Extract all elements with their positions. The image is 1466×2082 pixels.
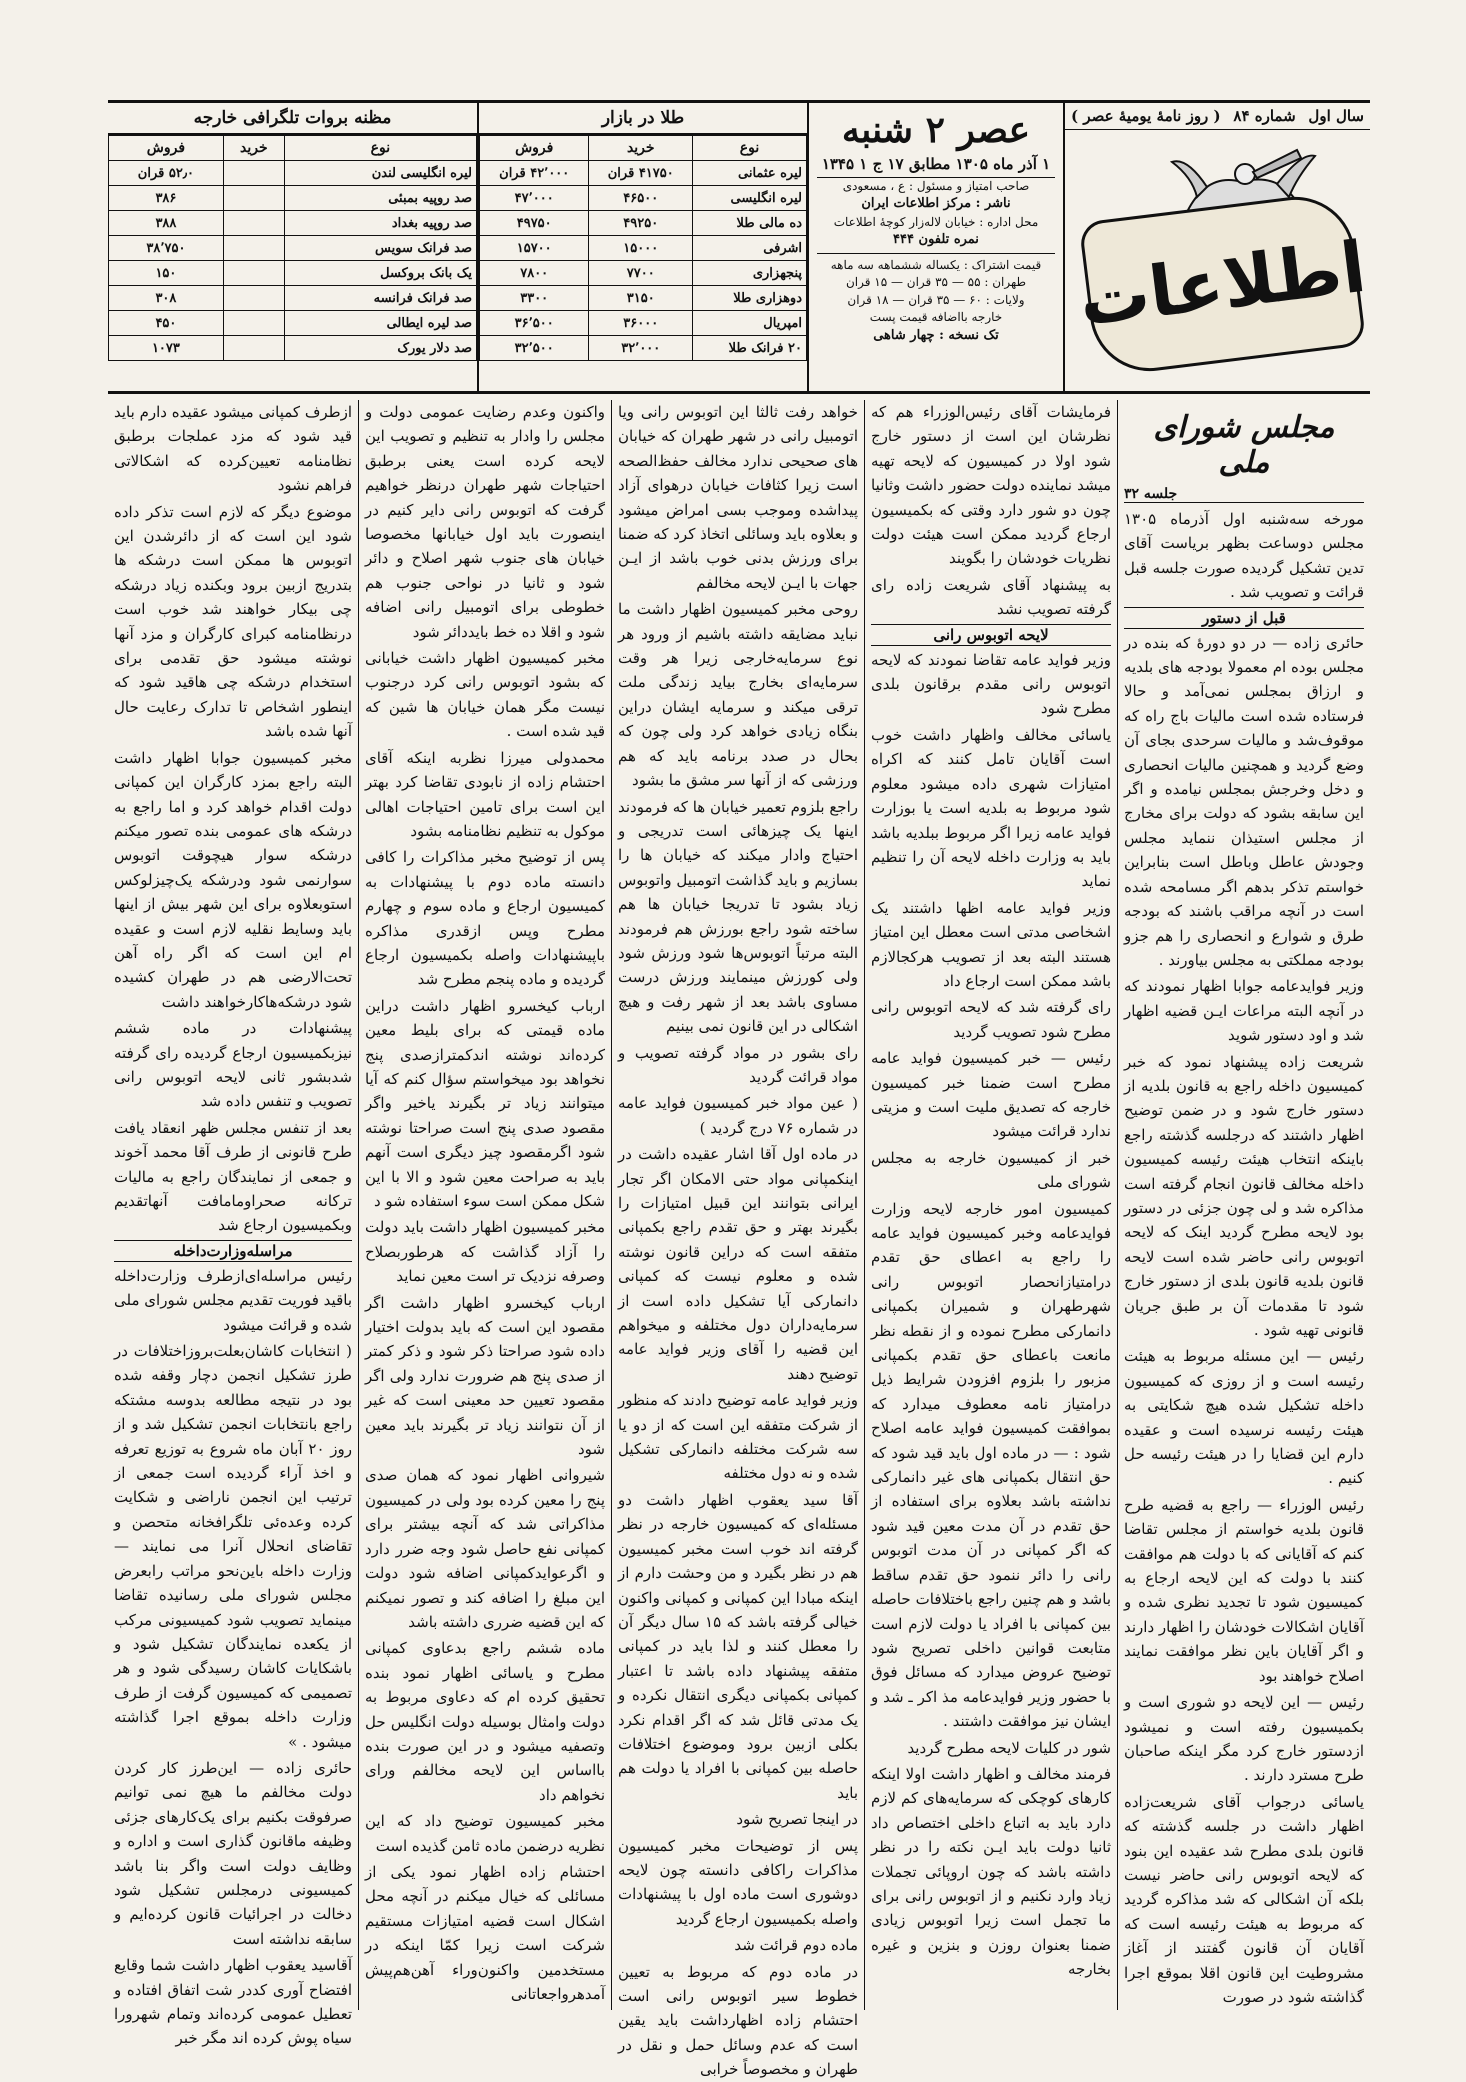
paragraph: در ماده اول آقا اشار عقیده داشت در اینکمپانی مواد حتی الامکان اگر تجار ایرانی بتوانند این قبیل امتیازات را بگیرند بهتر و حق تقدم راجع بکمپانی متفقه است که دراین قانون نوشته شده و معلوم نیست که کمپانی دانمارکی آیا تشکیل داده است از سرمایه‌داران دول مختلفه و میخواهم این قضیه را آقای وزیر فواید عامه توضیح دهند — [618, 1145, 858, 1383]
paragraph: فرمند مخالف و اظهار داشت اولا اینکه کارهای کوچکی که سرمایه‌های کم لازم دارد باید به اتباع داخلی اختصاص داد ثانیا دولت باید ایـن نکته را در نظر داشته باشد که چون اروپائی تجملات زیاد وارد نکنیم و از اتوبوس رانی برای ما تجمل است زیرا اتوبوس زیادی ضمنا بعنوان روزن و بنزین و غیره بخارجه — [871, 1764, 1111, 1979]
paragraph: وزیر فواید عامه اظها داشتند یک اشخاصی مدتی است معطل این امتیاز هستند البته بعد از تصویب هرکجالازم باشد ممکن است ارجاع داد — [871, 898, 1111, 990]
paragraph: وزیر فواید عامه توضیح دادند که منظور از شرکت متفقه این است که از دو یا سه شرکت مختلفه دانمارکی تشکیل شده و نه دول مختلفه — [618, 1391, 858, 1483]
table-cell: ۴۶۵۰۰ — [589, 186, 693, 211]
table-cell: ۳۶٬۵۰۰ — [480, 311, 589, 336]
gold-prices-table — [479, 135, 807, 361]
exchange-rates-box — [108, 103, 477, 391]
table-cell — [223, 236, 284, 261]
table-cell: صد دلار یورک — [284, 336, 476, 361]
table-row — [109, 336, 477, 361]
paragraph: مخبر کمیسیون توضیح داد که این نظریه درضمن ماده ثامن گذیده است — [365, 1812, 605, 1855]
table-row — [480, 336, 807, 361]
session-number: جلسه ۳۲ — [1124, 486, 1364, 503]
info-line: ناشر : مرکز اطلاعات ایران — [861, 195, 1011, 211]
paragraph: ( انتخابات کاشان‌بعلت‌بروز‌اختلافات در طرز تشکیل انجمن دچار وقفه شده بود در نتیجه مطالعه بدوسه مشتکه راجع بانتخابات انجمن تشکیل شد و از روز ۲۰ آبان ماه شروع به توزیع تعرفه و اخذ آراء گردیده است جمعی از ترتیب این انجمن ناراضی و شکایت کرده وعده‌ئی تلگرافخانه متحصن و تقاضای انحلال آنرا می نمایند — وزارت داخله باین‌نحو مراتب رابعرض مجلس شورای ملی رسانیده تقاضا مینماید تصویب شود کمیسیونی مرکب از یکعده نمایندگان تشکیل شود و باشکایات کاشان رسیدگی شود و هر تصمیمی که کمیسیون گرفت از طرف وزارت داخله بموقع اجرا گذاشته میشود . » — [114, 1342, 352, 1751]
paragraph: ماده دوم قرائت شد — [734, 1936, 858, 1955]
paragraph: مورخه سه‌شنبه اول آذرماه ۱۳۰۵ مجلس دوساعت بظهر بریاست آقای تدین تشکیل گردیده صورت جلسه قبل قرائت و تصویب شد . — [1124, 510, 1364, 602]
paragraph: یاسائی درجواب آقای شریعت‌زاده اظهار داشت در جلسه گذشته که قانون بلدی مطرح شد عقیده این بنود که لایحه اتوبوس رانی حاضر نیست بلکه آن اشکالی که شد مذاکره گردید که مربوط به هیئت رئیسه است که آقایان آن قانون گفتند از آغاز مشروطیت این قانون اقلا بموقع اجرا گذاشته شود در صورت — [1124, 1792, 1364, 2006]
table-cell: ۱۵۷۰۰ — [480, 236, 589, 261]
info-line: نمره تلفون ۴۴۴ — [893, 232, 979, 248]
table-cell: یک بانک بروکسل — [284, 261, 476, 286]
table-cell: لیره انگلیسی — [693, 186, 807, 211]
paragraph: رئیس الوزراء — راجع به قضیه طرح قانون بلدیه خواستم از مجلس تقاضا کنم که آقایانی که با دولت هم موافقت کنند با دولت که این لایحه ارجاع به کمیسیون شود تا تجدید نظری شده و آقایان اشکالات خودشان را اظهار دارند و اگر آقایان باین نظر موافقت نمایند اصلاح خواهند بود — [1123, 1495, 1364, 1685]
table-cell: ۷۸۰۰ — [480, 261, 589, 286]
table-row — [109, 236, 477, 261]
paragraph: پیشنهادات در ماده ششم نیزبکمیسیون ارجاع گردیده رای گرفته شدبشور ثانی لایحه اتوبوس رانی تصویب و تنفس داده شد — [114, 1019, 352, 1111]
column-5 — [108, 400, 358, 2048]
table-row — [480, 261, 807, 286]
paragraph: وزیر فواید عامه تقاضا نمودند که لایحه اتوبوس رانی مقدم برقانون بلدی مطرح شود — [871, 650, 1111, 718]
column-4 — [359, 400, 611, 2010]
table-row — [109, 286, 477, 311]
table-cell: پنجهزاری — [693, 261, 807, 286]
info-line: صاحب امتیاز و مسئول : ع ، مسعودی — [842, 178, 1030, 193]
table-cell: لیره انگلیسی لندن — [284, 161, 476, 186]
table-cell: لیره عثمانی — [693, 161, 807, 186]
table-row — [480, 211, 807, 236]
paragraph: خبر از کمیسیون خارجه به مجلس شورای ملی — [871, 1148, 1111, 1192]
table-cell: ۷۷۰۰ — [589, 261, 693, 286]
header — [108, 100, 1370, 394]
paragraph: ارباب کیخسرو اظهار داشت دراین ماده قیمتی که برای بلیط معین کرده‌اند نوشته اندکمترازصدی پنج نخواهد بود میخواستم سؤال کنم که آیا میتوانند زیاد تر بگیرند یاخیر واگر مقصود صدی پنج است صراحتا نوشته شود اگرمقصود چیز دیگری است آنهم باید به صراحت معین شود و الا با این شکل ممکن است سوء استفاده شو د — [365, 996, 605, 1210]
gold-prices-title: طلا در بازار — [479, 103, 807, 135]
column-header: نوع — [693, 136, 807, 161]
column-2 — [865, 400, 1117, 2010]
gold-prices-box — [477, 103, 807, 391]
paragraph: فرمایشات آقای رئیس‌الوزراء هم که نظرشان این است از دستور خارج شود اولا در کمیسیون که لایحه تهیه میشد نماینده دولت حضور داشت وثانیا چون دو شور دارد وقتی که بکمیسیون ارجاع گردید ممکن است هیئت دولت نظریات خودشان را بگویند — [871, 403, 1111, 568]
column-header: خرید — [223, 136, 284, 161]
masthead-illustration — [1074, 136, 1371, 356]
paragraph: شور در کلیات لایحه مطرح گردید — [907, 1738, 1111, 1757]
paragraph: در ماده دوم که مربوط به تعیین خطوط سیر اتوبوس رانی است احتشام زاده اظهارداشت باید یقین است که عدم وسائل حمل و نقل در طهران و مخصوصاً خرابی — [618, 1962, 858, 2079]
paragraph: در اینجا تصریح شود — [736, 1810, 858, 1829]
table-cell: ۳۸۶ — [109, 186, 224, 211]
table-cell: صد روپیه بمبئی — [284, 186, 476, 211]
info-line: محل اداره : خیابان لاله‌زار کوچهٔ اطلاعات — [833, 214, 1039, 229]
table-cell — [223, 211, 284, 236]
article-body — [108, 400, 1370, 2079]
table-cell: ۳۱۵۰ — [589, 286, 693, 311]
paragraph: رای بشور در مواد گرفته تصویب و مواد قرائت گردید — [618, 1043, 858, 1086]
column-header: نوع — [284, 136, 476, 161]
table-cell: ۴۹۷۵۰ — [480, 211, 589, 236]
masthead-subtitle: ( روز نامهٔ یومیهٔ عصر ) — [1071, 107, 1221, 125]
table-cell: ۴۷٬۰۰۰ — [480, 186, 589, 211]
info-line: ولایات : ۶۰ — ۳۵ قران — ۱۸ قران — [847, 292, 1025, 307]
paragraph: رئیس مراسله‌ای‌ازطرف وزارت‌داخله باقید فوریت تقدیم مجلس شورای ملی شده و قرائت میشود — [114, 1266, 352, 1334]
paragraph: حائری زاده — این‌طرز کار کردن دولت مخالفم ما هیچ نمی توانیم صرفوقت بکنیم برای یک‌کارهای جزئی وظیفه ماقانون گذاری است و اداره و وظایف دولت است واگر بنا باشد کمیسیونی درمجلس تشکیل شود دخالت در اجرائیات قانون کرده‌ایم و سابقه نداشته است — [114, 1758, 352, 1948]
table-row — [109, 261, 477, 286]
paragraph: ماده ششم راجع بدعاوی کمپانی مطرح و یاسائی اظهار نمود بنده تحقیق کرده ام که دعاوی مربوط به دولت وامثال بوسیله دولت انگلیس حل وتصفیه میشود و در این صورت بنده بااساس این لایحه مخالفم ورای نخواهم داد — [365, 1639, 605, 1804]
paragraph: وزیر فوایدعامه جوابا اظهار نمودند که در آنچه البته مراعات ایـن قضیه اظهار شد و اود دستور شوید — [1124, 977, 1364, 1045]
table-cell — [223, 261, 284, 286]
paragraph: مخبر کمیسیون اظهار داشت خیابانی که بشود اتوبوس رانی کرد درجنوب نیست مگر همان خیابان ها شین که قید شده است . — [365, 649, 605, 741]
subheading: قبل از دستور — [1124, 607, 1364, 629]
paragraph: یاسائی مخالف واظهار داشت خوب است آقایان تامل کنند که اکراه امتیازات شهری داده میشود معلوم شود مربوط به بلدیه است یا بوزارت فواید عامه زیرا اگر مربوط ببلدیه باشد باید به وزارت داخله لایحه آن را تنظیم نماید — [871, 725, 1111, 891]
table-row — [480, 286, 807, 311]
table-row — [109, 311, 477, 336]
exchange-rates-table — [108, 135, 477, 361]
paragraph: پس از توضیح مخبر مذاکرات را کافی دانسته ماده دوم با پیشنهادات به کمیسیون ارجاع و ماده سوم و چهارم مطرح وپس ازقدری مذاکره باپیشنهادات واصله بکمیسیون ارجاع گردیده و ماده پنجم مطرح شد — [365, 848, 605, 989]
table-cell — [223, 186, 284, 211]
table-cell: دوهزاری طلا — [693, 286, 807, 311]
subheading: مراسله‌وزارت‌داخله — [114, 1240, 352, 1262]
table-cell: امپریال — [693, 311, 807, 336]
column-header: فروش — [480, 136, 589, 161]
paragraph: به پیشنهاد آقای شریعت زاده رای گرفته تصویب نشد — [871, 575, 1111, 619]
paragraph: رای گرفته شد که لایحه اتوبوس رانی مطرح شود تصویب گردید — [871, 998, 1111, 1041]
paragraph: محمدولی میرزا نظربه اینکه آقای احتشام زاده از نابودی تقاضا کرد بهتر این است برای تامین احتیاجات اهالی موکول به تنظیم نظامنامه بشود — [365, 748, 605, 840]
masthead-topline — [1065, 103, 1370, 130]
paragraph: ارباب کیخسرو اظهار داشت اگر مقصود این است که باید بدولت اختیار داده شود صراحتا ذکر شود و ذکر کمتر از صدی پنج هم ضرورت ندارد ولی اگر مقصود تعیین حد معینی است که غیر از آن نتوانند زیاد تر بگیرند باید معین شود — [365, 1293, 605, 1459]
column-header: خرید — [589, 136, 693, 161]
info-line: قیمت اشتراک : یکساله ششماهه سه ماهه — [830, 258, 1042, 273]
paragraph: ( عین مواد خبر کمیسیون فواید عامه در شماره ۷۶ درج گردید ) — [618, 1094, 858, 1137]
paragraph: شیروانی اظهار نمود که همان صدی پنج را معین کرده بود ولی در کمیسیون مذاکراتی شد که آنچه بیشتر برای کمپانی نفع حاصل شود وجه ضرر دارد و اگرعوایدکمپانی اضافه شود دولت این مبلغ را اضافه کند و تصور نمیکنم که این قضیه ضرری داشته باشد — [365, 1466, 605, 1631]
table-cell — [223, 286, 284, 311]
table-row — [109, 211, 477, 236]
table-cell: ۱۵۰ — [109, 261, 224, 286]
paragraph: موضوع دیگر که لازم است تذکر داده شود این است که از دائرشدن این اتوبوس ها ممکن است درشکه ها بتدریج ازبین برود وبکنده زیاد درشکه چی بیکار خواهند شد خوب است درنظامنامه کبرای کارگران و مزد آنها نوشته میشود حق تقدمی برای استخدام درشکه چی هاقید شود که اینطور اشخاص تا تدارک رعایت حال آنها شده باشد — [114, 502, 352, 741]
paragraph: کمیسیون امور خارجه لایحه وزارت فوایدعامه وخبر کمیسیون فواید عامه را راجع به اعطای حق تقدم درامتیازانحصار اتوبوس رانی شهرطهران و شمیران بکمپانی دانمارکی مطرح نموده و از نقطه نظر مانعت باعطای حق تقدم بکمپانی مزبور را بلزوم افزودن شرایط ذیل درامتیاز نامه معطوف میدارد که بموافقت کمیسیون فواید عامه اصلاح شود : — در ماده اول باید قید شود که حق انتقال بکمپانی های غیر دانمارکی نداشته باشد بعلاوه برای استفاده از حق تقدم در آن مدت معین قید شود که اگر کمپانی در آن مدت اتوبوس رانی را دائر ننمود حق تقدم ساقط باشد و هم چنین راجع باختلافات حاصله بین کمپانی با افراد یا دولت لازم است متابعت قوانین داخلی تصریح شود توضیح عروض میدارد که مسائل فوق با حضور وزیر فوایدعامه مذ اکر ـ شد و ایشان نیز موافقت داشتند . — [871, 1199, 1111, 1731]
table-cell: ۳۸۸ — [109, 211, 224, 236]
exchange-rates-title: مظنه بروات تلگرافی خارجه — [108, 103, 477, 135]
paragraph: آقاسید یعقوب اظهار داشت شما وقایع افتضاح آوری کددر شت اتفاق افتاده و تعطیل عمومی کرده‌اند وتمام شهرورا سیاه پوش کرده اند مگر خبر — [114, 1956, 352, 2048]
paragraph: بعد از تنفس مجلس ظهر انعقاد یافت طرح قانونی از طرف آقا محمد آخوند و جمعی از نمایندگان راجع به مالیات ترکانه صحراومامافت آنهاتقدیم وبکمیسیون ارجاع شد — [114, 1118, 352, 1235]
subheading: لایحه اتوبوس رانی — [871, 624, 1111, 646]
table-cell: ۱۰۷۳ — [109, 336, 224, 361]
table-cell: ۳۲٬۰۰۰ — [589, 336, 693, 361]
paragraph: پس از توضیحات مخبر کمیسیون مذاکرات راکافی دانسته چون لایحه دوشوری است ماده اول با پیشنهادات واصله بکمیسیون ارجاع گردید — [618, 1836, 858, 1928]
paragraph: رئیس — این مسئله مربوط به هیئت رئیسه است و از روزی که کمیسیون داخله تشکیل شده هیچ شکایتی به هیئت رئیسه نرسیده است و عقیده دارم این قضایا را در هیئت رئیسه حل کنیم . — [1124, 1347, 1364, 1488]
table-row — [480, 186, 807, 211]
paragraph: خواهد رفت ثالثا این اتوبوس رانی ویا اتومبیل رانی در شهر طهران که خیابان های صحیحی ندارد مخالف حفظ‌الصحه است زیرا کثافات خیابان درهوای آزاد پیداشده وموجب بسی امراض میشود و بعلاوه باید وسائلی اتخاذ کرد که ضمنا برای ورزش بدنی خوب باشد از ایـن جهات با ایـن لایحه مخالفم — [618, 403, 858, 592]
info-line: خارجه بااضافه قیمت پست — [869, 310, 1003, 325]
paragraph: واکنون وعدم رضایت عمومی دولت و مجلس را وادار به تنظیم و تصویب این لایحه کرده است یعنی برطبق احتیاجات شهر طهران درنظر خواهیم گرفت که اتوبوس رانی دایر کنیم در اینصورت باید اول خیابانها مخصوصا خیابان های جنوب شهر اصلاح و دائر شود و ثانیا در نواحی جنوب هم خطوطی برای اتومبیل رانی اضافه شود و اقلا ده خط بایددائر شود — [365, 403, 605, 641]
table-row — [109, 161, 477, 186]
paragraph: احتشام زاده اظهار نمود یکی از مسائلی که خیال میکنم در آنچه محل اشکال است قضیه امتیازات مستقیم شرکت است زیرا کمّا اینکه در مستخدمین واکنون‌وراء آهن‌هم‌پیش آمدهرواجعاتانی — [365, 1862, 605, 2003]
column-header: فروش — [109, 136, 224, 161]
table-cell: صد لیره ایطالی — [284, 311, 476, 336]
table-cell: ده مالی طلا — [693, 211, 807, 236]
table-row — [480, 236, 807, 261]
logo-scroll — [1074, 190, 1371, 378]
info-line: طهران : ۵۵ — ۳۵ قران — ۱۵ قران — [845, 275, 1027, 290]
table-cell: صد فرانک فرانسه — [284, 286, 476, 311]
paragraph: روحی مخبر کمیسیون اظهار داشت ما نباید مضایقه داشته باشیم از ورود هر نوع سرمایه‌خارجی زیرا هر وقت سرمایه‌ای بخارج بیاید زندگی ملت ترقی میکند و سرمایه ایشان دراین بنگاه زیادی خواهد کرد ولی چون که بحال در صدد برنامه باید که هم ورزشی که از آنها سر مشق ما بشود — [618, 600, 858, 790]
paragraph: رئیس — این لایحه دو شوری است و بکمیسیون رفته است و نمیشود ازدستور خارج کرد مگر اینکه صاحبان طرح مسترد دارند . — [1124, 1693, 1364, 1785]
year-label: سال اول — [1308, 107, 1364, 125]
edition-title: عصر ۲ شنبه — [841, 109, 1031, 151]
masthead — [1065, 103, 1370, 391]
table-row — [109, 186, 477, 211]
table-cell: ۳۲٬۵۰۰ — [480, 336, 589, 361]
paragraph: مخبر کمیسیون اظهار داشت باید دولت را آزاد گذاشت که هرطوربصلاح وصرفه نزدیک تر است معین نماید — [365, 1218, 605, 1286]
column-3 — [612, 400, 864, 2079]
table-cell — [223, 161, 284, 186]
table-cell: صد روپیه بغداد — [284, 211, 476, 236]
edition-info — [807, 103, 1065, 391]
table-cell: صد فرانک سویس — [284, 236, 476, 261]
table-cell: ۳۳۰۰ — [480, 286, 589, 311]
paragraph: رئیس — خبر کمیسیون فواید عامه مطرح است ضمنا خبر کمیسیون خارجه که تصدیق ملیت است و مزیتی ندارد قرائت میشود — [871, 1049, 1111, 1141]
issue-number: شماره ۸۴ — [1233, 107, 1296, 125]
table-cell: ۵۲٫۰ قران — [109, 161, 224, 186]
table-cell: ۲۰ فرانک طلا — [693, 336, 807, 361]
table-cell: ۳۰۸ — [109, 286, 224, 311]
table-cell: ۴۹۲۵۰ — [589, 211, 693, 236]
section-title: مجلس شورای ملی — [1153, 410, 1335, 480]
table-cell: ۳۸٬۷۵۰ — [109, 236, 224, 261]
paragraph: مخبر کمیسیون جوابا اظهار داشت البته راجع بمزد کارگران این کمپانی دولت اقدام خواهد کرد و اما راجع به درشکه های عمومی بنده تصور میکنم درشکه سوار هیچوقت اتوبوس سوارنمی شود ودرشکه یک‌چیزلوکس استوبعلاوه برای این شهر بیش از اینها باید وسایط نقلیه لازم است و عقیده ام این است که اگر راه آهن تحت‌الارضی هم در طهران کشیده شود درشکه‌هاکارخواهند داشت — [114, 748, 352, 1011]
column-1 — [1118, 400, 1370, 2010]
table-cell: ۴۲٬۰۰۰ قران — [480, 161, 589, 186]
table-cell: ۴۱۷۵۰ قران — [589, 161, 693, 186]
edition-date: ۱ آذر ماه ۱۳۰۵ مطابق ۱۷ ج ۱ ۱۳۴۵ — [817, 155, 1055, 178]
table-cell — [223, 311, 284, 336]
table-cell: ۱۵۰۰۰ — [589, 236, 693, 261]
table-cell — [223, 336, 284, 361]
paragraph: راجع بلزوم تعمیر خیابان ها که فرمودند اینها یک چیزهائی است تدریجی و احتیاج وادار میکند که خیابان ها را بسازیم و باید گذاشت اتومبیل واتوبوس زیاد بشود تا تدریجا خیابان ها هم ساخته شود راجع بورزش هم فرمودند البته مرتباً اتوبوس‌ها شود ورزش شود ولی کورزش مینمایند ورزش درست مساوی باشد بعد از شهر رفت و هیچ اشکالی در این قانون نمی بینیم — [618, 797, 858, 1036]
paragraph: شریعت زاده پیشنهاد نمود که خبر کمیسیون داخله راجع به قانون بلدیه از دستور خارج شود و در ضمن توضیح اظهار داشتند که درجلسه گذشته راجع باینکه انتخاب هیئت رئیسه کمیسیون داخله مخالف قانون انجام گرفته است مذاکره شد و لی چون جزئی در دستور بود لایحه مطرح گردید اینک که لایحه اتوبوس رانی حاضر شده است لایحه قانون بلدیه قانون بلدی از دستور خارج شود تا مقدمات آن بر طبق جریان قانونی تهیه شود . — [1124, 1052, 1364, 1339]
paragraph: آقا سید یعقوب اظهار داشت دو مسئله‌ای که کمیسیون خارجه در نظر گرفته اند خوب است مخبر کمیسیون هم در نظر بگیرد و من وحشت دارم از اینکه مبادا این کمپانی و کمپانی واکنون خیالی گرفته باشد که ۱۵ سال دیگر آن را معطل کنند و لذا باید در کمپانی متفقه پیشنهاد داده باشد تا اعتبار کمپانی بکمپانی دیگری انتقال نکرده و یک مدتی قائل شد که اگر اقدام نکرد بکلی ازبین برود وموضوع اختلافات حاصله بین کمپانی با افراد یا دولت هم باید — [618, 1490, 858, 1802]
table-cell: اشرفی — [693, 236, 807, 261]
info-line: تک نسخه : چهار شاهی — [873, 327, 999, 343]
paragraph: حائری زاده — در دو دورهٔ که بنده در مجلس بوده ام معمولا بودجه های بلدیه و ارزاق بمجلس نمی‌آمد و حالا فرستاده شده است مالیات باج راه که موقوف‌شد و مالیات سرحدی بجای آن وضع گردید و همچنین مالیات انحصاری و دخل وخرجش بمجلس نیامده و اگر این سابقه بشود که دولت برای مخارج از مجلس استیذان ننماید مجلس وجودش عاطل وباطل است بنابراین خواستم تذکر بدهم اگر مسامحه شده است در آنچه مراقب باشند که بودجه طرق و شوارع و انحصاری را هم جزو بودجه مملکتی به مجلس بیاورند . — [1124, 633, 1364, 969]
table-row — [480, 161, 807, 186]
newspaper-logo: اطلاعات — [1074, 225, 1371, 343]
table-cell: ۳۶۰۰۰ — [589, 311, 693, 336]
paragraph: ازطرف کمپانی میشود عقیده دارم باید قید شود که مزد عملجات برطبق نظامنامه تعیین‌کرده که اشکالاتی فراهم نشود — [114, 403, 352, 495]
table-row — [480, 311, 807, 336]
table-cell: ۴۵۰ — [109, 311, 224, 336]
